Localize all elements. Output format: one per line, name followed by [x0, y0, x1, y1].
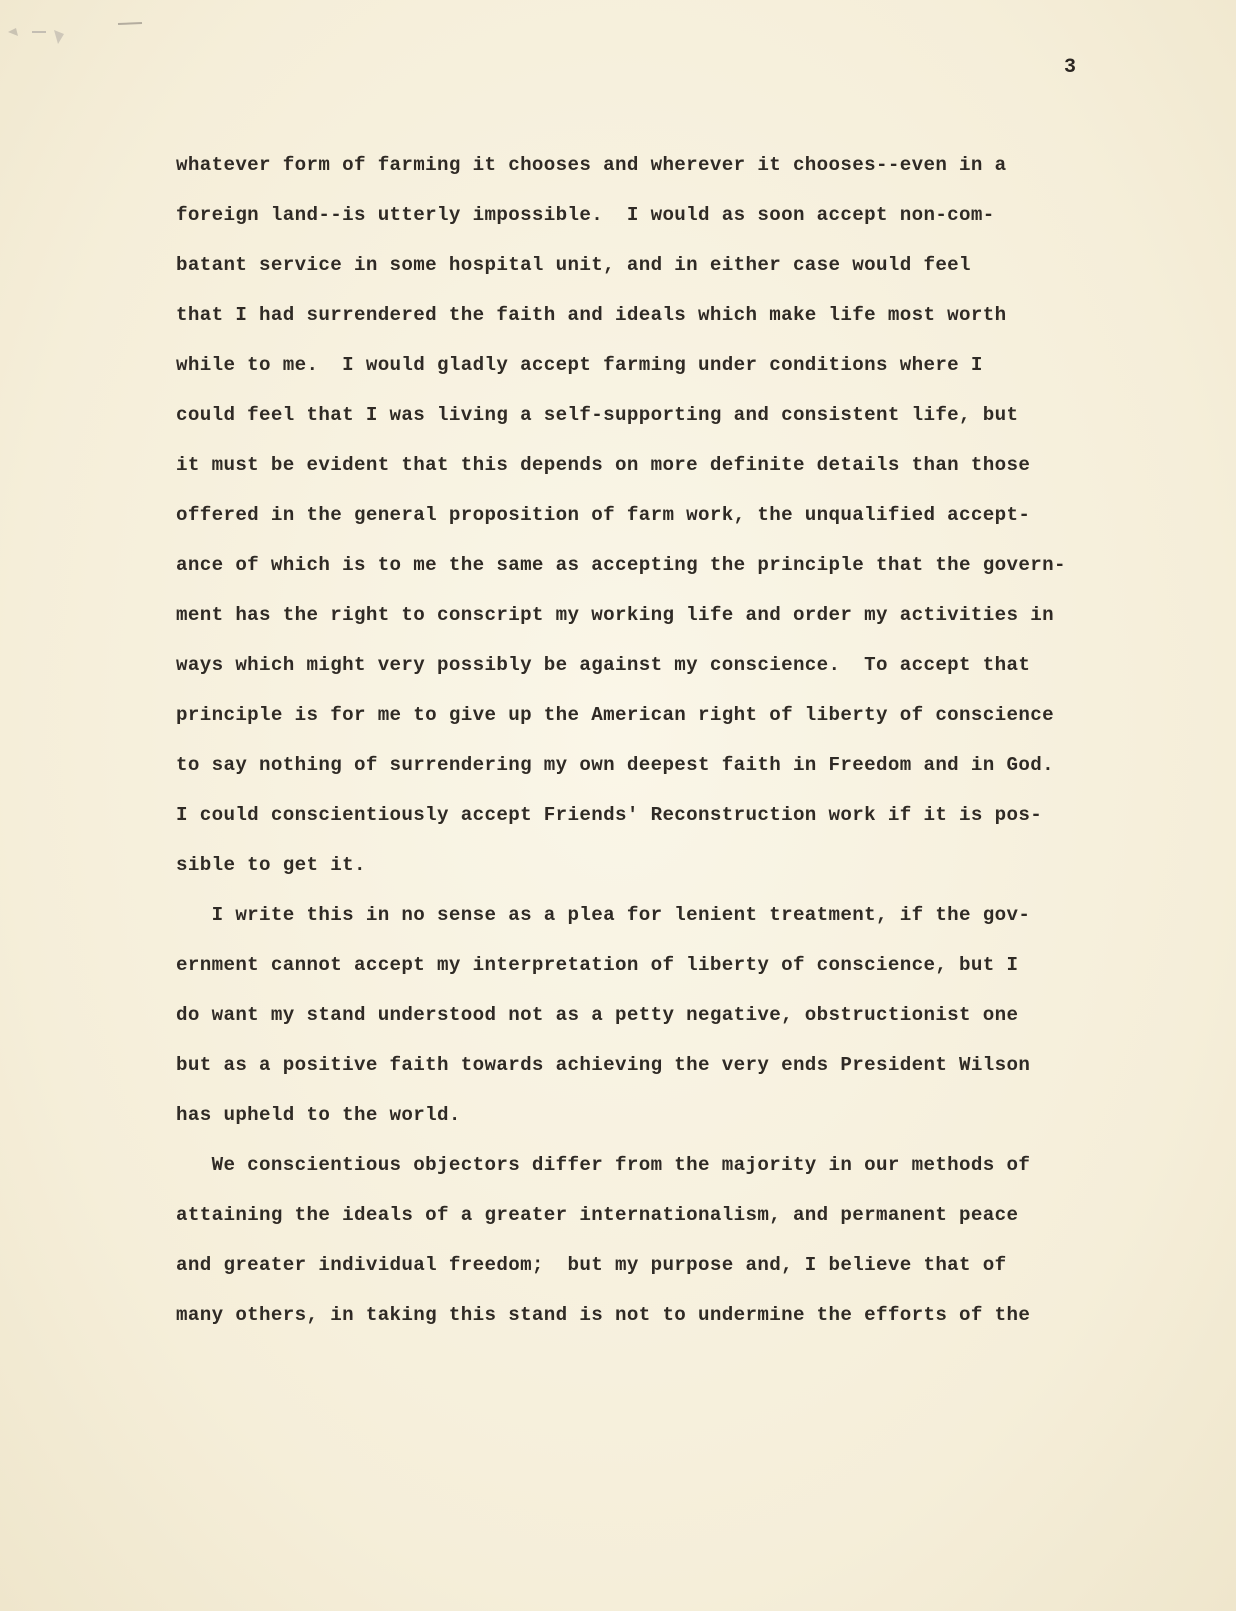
body-line: whatever form of farming it chooses and wherever it chooses--even in a: [176, 154, 1007, 176]
body-line: that I had surrendered the faith and ideals which make life most worth: [176, 304, 1007, 326]
body-line: it must be evident that this depends on more definite details than those: [176, 454, 1031, 476]
body-line: could feel that I was living a self-supporting and consistent life, but: [176, 404, 1019, 426]
body-line: to say nothing of surrendering my own deepest faith in Freedom and in God.: [176, 754, 1054, 776]
body-line: but as a positive faith towards achieving the very ends President Wilson: [176, 1054, 1031, 1076]
body-line: has upheld to the world.: [176, 1104, 461, 1126]
body-line: sible to get it.: [176, 854, 366, 876]
body-line: batant service in some hospital unit, and in either case would feel: [176, 254, 971, 276]
body-line: and greater individual freedom; but my purpose and, I believe that of: [176, 1254, 1007, 1276]
page-number: 3: [1064, 56, 1077, 79]
body-line: while to me. I would gladly accept farming under conditions where I: [176, 354, 983, 376]
body-line: do want my stand understood not as a petty negative, obstructionist one: [176, 1004, 1019, 1026]
body-line: ernment cannot accept my interpretation of liberty of conscience, but I: [176, 954, 1019, 976]
body-line: ways which might very possibly be against my conscience. To accept that: [176, 654, 1031, 676]
body-line: attaining the ideals of a greater internationalism, and permanent peace: [176, 1204, 1019, 1226]
body-line: offered in the general proposition of farm work, the unqualified accept-: [176, 504, 1031, 526]
corner-ink-mark: [6, 10, 186, 70]
body-line: We conscientious objectors differ from the majority in our methods of: [176, 1154, 1031, 1176]
body-line: many others, in taking this stand is not to undermine the efforts of the: [176, 1304, 1031, 1326]
body-line: foreign land--is utterly impossible. I would as soon accept non-com-: [176, 204, 995, 226]
body-line: I could conscientiously accept Friends' Reconstruction work if it is pos-: [176, 804, 1043, 826]
body-line: principle is for me to give up the American right of liberty of conscience: [176, 704, 1054, 726]
body-line: ment has the right to conscript my working life and order my activities in: [176, 604, 1054, 626]
body-line: ance of which is to me the same as accepting the principle that the govern-: [176, 554, 1066, 576]
body-line: I write this in no sense as a plea for lenient treatment, if the gov-: [176, 904, 1031, 926]
